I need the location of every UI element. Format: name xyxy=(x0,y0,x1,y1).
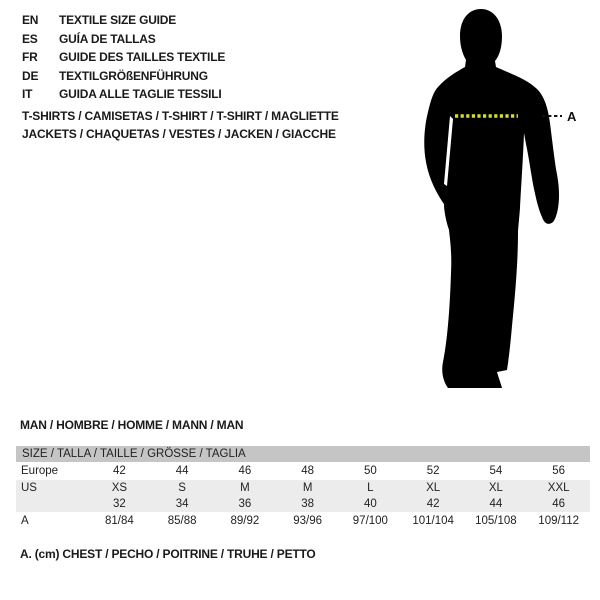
size-cell: XL xyxy=(465,480,528,496)
size-cell: 89/92 xyxy=(230,515,260,527)
size-cell: 40 xyxy=(339,496,402,512)
size-cell: 105/108 xyxy=(475,515,517,527)
language-code: IT xyxy=(22,87,33,101)
size-cell: 56 xyxy=(552,465,566,477)
size-cell: 36 xyxy=(214,496,277,512)
size-cell: 44 xyxy=(465,496,528,512)
size-cell: 34 xyxy=(151,496,214,512)
size-cell: 50 xyxy=(363,465,377,477)
language-title: GUIDE DES TAILLES TEXTILE xyxy=(59,50,226,64)
category-tshirts: T-SHIRTS / CAMISETAS / T-SHIRT / T-SHIRT / MAGLIETTE xyxy=(22,109,339,123)
table-header-row xyxy=(16,446,590,462)
language-code: FR xyxy=(22,50,38,64)
size-cell: 97/100 xyxy=(352,515,388,527)
size-cell: 109/112 xyxy=(538,515,580,527)
size-cell: 32 xyxy=(88,496,151,512)
size-cell: S xyxy=(151,480,214,496)
size-cell: M xyxy=(276,480,339,496)
language-code: DE xyxy=(22,68,39,83)
language-row xyxy=(22,67,225,86)
size-cell: XS xyxy=(88,480,151,496)
language-row xyxy=(22,85,225,104)
language-code: EN xyxy=(22,13,39,27)
size-cell: L xyxy=(339,480,402,496)
size-table xyxy=(16,446,590,530)
measurement-footnote: A. (cm) CHEST / PECHO / POITRINE / TRUHE / PETTO xyxy=(20,547,316,561)
size-table-header: SIZE / TALLA / TAILLE / GRÖSSE / TAGLIA xyxy=(16,446,590,462)
table-row-europe xyxy=(16,462,590,480)
language-title: GUÍA DE TALLAS xyxy=(59,31,156,46)
size-cell: XL xyxy=(402,480,465,496)
size-cell: 38 xyxy=(276,496,339,512)
table-row-us xyxy=(16,480,590,496)
row-label: US xyxy=(16,480,88,496)
language-title: TEXTILE SIZE GUIDE xyxy=(59,13,177,27)
marker-label: A xyxy=(567,109,577,124)
size-cell: 46 xyxy=(238,465,252,477)
language-list xyxy=(22,11,225,104)
language-row xyxy=(22,30,225,49)
size-cell: 48 xyxy=(301,465,315,477)
size-cell: 42 xyxy=(112,465,126,477)
size-cell: 46 xyxy=(527,496,590,512)
language-code: ES xyxy=(22,31,38,46)
row-label: A xyxy=(21,515,29,527)
man-body-shape xyxy=(424,9,559,388)
row-label xyxy=(16,496,88,512)
size-cell: 54 xyxy=(489,465,503,477)
language-title: GUIDA ALLE TAGLIE TESSILI xyxy=(59,87,222,101)
table-row-chest xyxy=(16,512,590,530)
language-row xyxy=(22,11,225,30)
size-cell: M xyxy=(214,480,277,496)
size-cell: 42 xyxy=(402,496,465,512)
man-silhouette xyxy=(400,0,600,400)
row-label: Europe xyxy=(21,465,59,477)
category-jackets: JACKETS / CHAQUETAS / VESTES / JACKEN / GIACCHE xyxy=(22,127,336,141)
language-title: TEXTILGRÖßENFÜHRUNG xyxy=(59,68,208,83)
size-cell: XXL xyxy=(527,480,590,496)
garment-categories xyxy=(22,107,339,143)
size-cell: 85/88 xyxy=(167,515,197,527)
size-cell: 81/84 xyxy=(104,515,134,527)
size-cell: 44 xyxy=(175,465,189,477)
size-cell: 52 xyxy=(426,465,440,477)
gender-label: MAN / HOMBRE / HOMME / MANN / MAN xyxy=(20,418,244,432)
table-row-numeric xyxy=(16,496,590,512)
language-row xyxy=(22,48,225,67)
size-cell: 101/104 xyxy=(412,515,454,527)
size-cell: 93/96 xyxy=(293,515,323,527)
